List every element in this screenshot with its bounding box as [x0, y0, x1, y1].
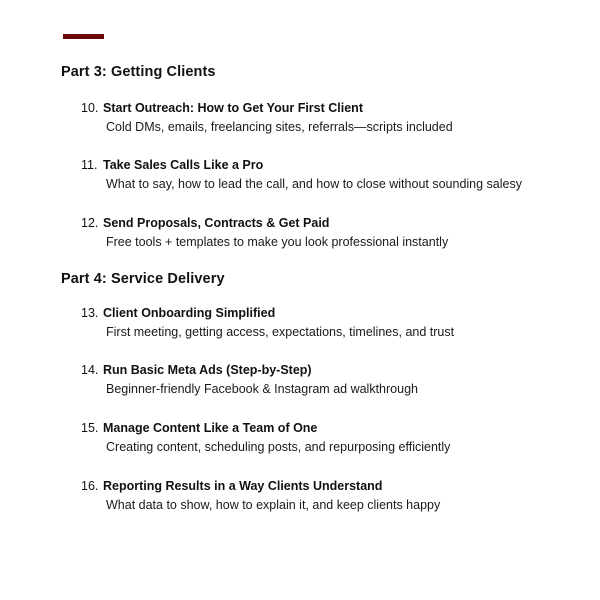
- item-number: 16.: [81, 479, 99, 493]
- item-title: Run Basic Meta Ads (Step-by-Step): [103, 363, 312, 377]
- item-title: Manage Content Like a Team of One: [103, 421, 318, 435]
- item-title: Take Sales Calls Like a Pro: [103, 158, 264, 172]
- item-number: 10.: [81, 101, 99, 115]
- item-description: Cold DMs, emails, freelancing sites, referrals—scripts included: [106, 120, 453, 134]
- section-heading-part-4: Part 4: Service Delivery: [61, 271, 225, 287]
- item-description: What to say, how to lead the call, and how to close without sounding salesy: [106, 177, 522, 191]
- item-number: 11.: [81, 158, 98, 172]
- item-title: Send Proposals, Contracts & Get Paid: [103, 216, 330, 230]
- item-description: First meeting, getting access, expectations, timelines, and trust: [106, 325, 455, 339]
- item-title: Start Outreach: How to Get Your First Client: [103, 101, 363, 115]
- item-number: 15.: [81, 421, 99, 435]
- item-description: What data to show, how to explain it, and keep clients happy: [106, 498, 441, 512]
- item-description: Free tools + templates to make you look professional instantly: [106, 235, 449, 249]
- item-title: Client Onboarding Simplified: [103, 306, 276, 320]
- item-number: 13.: [81, 306, 99, 320]
- item-title: Reporting Results in a Way Clients Understand: [103, 479, 383, 493]
- item-number: 12.: [81, 216, 99, 230]
- item-description: Beginner-friendly Facebook & Instagram ad walkthrough: [106, 382, 418, 396]
- item-description: Creating content, scheduling posts, and repurposing efficiently: [106, 440, 451, 454]
- item-number: 14.: [81, 363, 99, 377]
- accent-bar: [63, 34, 104, 39]
- section-heading-part-3: Part 3: Getting Clients: [61, 64, 216, 80]
